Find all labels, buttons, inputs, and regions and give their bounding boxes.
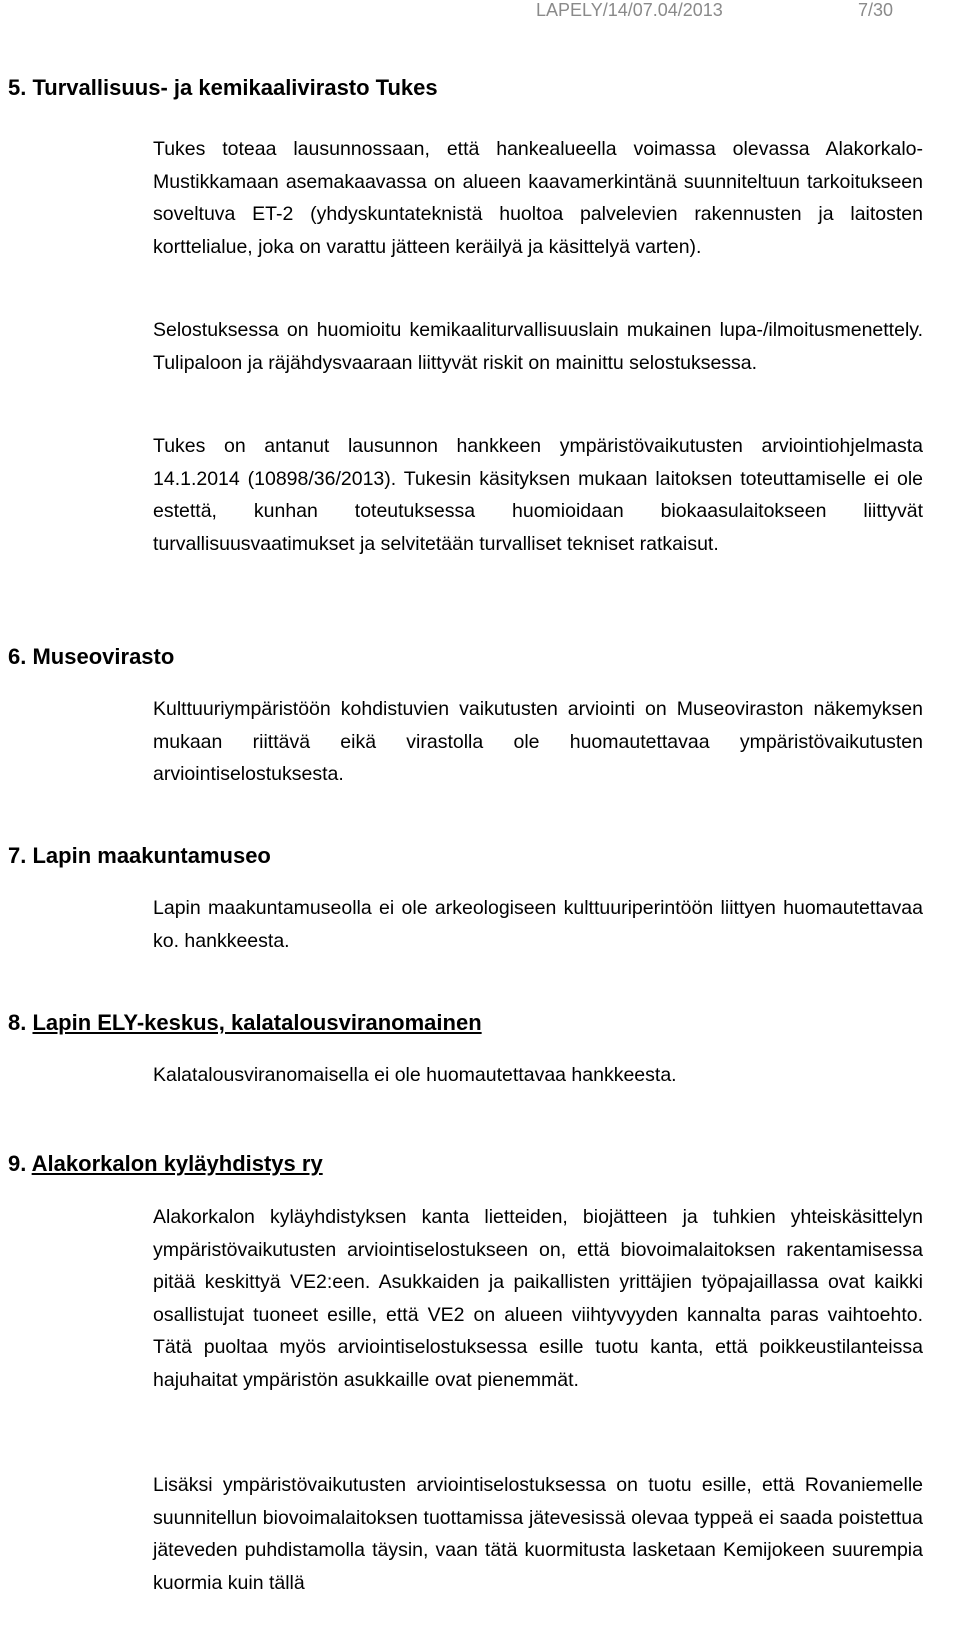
section-heading bbox=[8, 1150, 323, 1178]
section-number: 5. bbox=[8, 75, 27, 100]
section-title: Museovirasto bbox=[32, 644, 175, 669]
paragraph: Kalatalousviranomaisella ei ole huomautettavaa hankkeesta. bbox=[153, 1064, 677, 1086]
section-number: 8. bbox=[8, 1010, 27, 1035]
paragraph: Kulttuuriympäristöön kohdistuvien vaikutusten arviointi on Museoviraston näkemyksen mukaan riittävä eikä virastolla ole huomautettavaa ympäristövaikutusten arviointiselostuksesta. bbox=[153, 698, 923, 786]
section-title: Turvallisuus- ja kemikaalivirasto Tukes bbox=[32, 75, 438, 100]
section-title: Lapin maakuntamuseo bbox=[32, 843, 271, 868]
document-reference: LAPELY/14/07.04/2013 bbox=[536, 0, 723, 20]
section-number: 7. bbox=[8, 843, 27, 868]
page-header bbox=[536, 0, 936, 28]
paragraph: Tukes toteaa lausunnossaan, että hankealueella voimassa olevassa Alakorkalo-Mustikkamaan asemakaavassa on alueen kaavamerkintänä suunniteltuun tarkoitukseen soveltuva ET-2 (yhdyskuntateknistä huoltoa palvelevien rakennusten ja laitosten korttelialue, joka on varattu jätteen keräilyä ja käsittelyä varten). bbox=[153, 138, 923, 259]
section-title: Lapin ELY-keskus, kalatalousviranomainen bbox=[32, 1010, 482, 1035]
paragraph: Lapin maakuntamuseolla ei ole arkeologiseen kulttuuriperintöön liittyen huomautettavaa ko. hankkeesta. bbox=[153, 897, 923, 952]
section-heading bbox=[8, 643, 174, 671]
page-number: 7/30 bbox=[858, 0, 894, 20]
paragraph: Tukes on antanut lausunnon hankkeen ympäristövaikutusten arviointiohjelmasta 14.1.2014 (10898/36/2013). Tukesin käsityksen mukaan laitoksen toteuttamiselle ei ole estettä, kunhan toteutuksessa huomioidaan biokaasulaitokseen liittyvät turvallisuusvaatimukset ja selvitetään turvalliset tekniset ratkaisut. bbox=[153, 435, 923, 556]
paragraph: Alakorkalon kyläyhdistyksen kanta lietteiden, biojätteen ja tuhkien yhteiskäsittelyn ympäristövaikutusten arviointiselostukseen on, että biovoimalaitoksen rakentamisessa pitää keskittyä VE2:een. Asukkaiden ja paikallisten yrittäjien työpajaillassa ovat kaikki osallistujat tuoneet esille, että VE2 on alueen viihtyvyyden kannalta paras vaihtoehto. Tätä puoltaa myös arviointiselostuksessa esille tuotu kanta, että poikkeustilanteissa hajuhaitat ympäristön asukkaille ovat pienemmät. bbox=[153, 1206, 923, 1391]
section-title: Alakorkalon kyläyhdistys ry bbox=[31, 1151, 323, 1176]
section-number: 9. bbox=[8, 1151, 27, 1176]
section-heading bbox=[8, 74, 438, 102]
section-heading bbox=[8, 842, 271, 870]
section-number: 6. bbox=[8, 644, 27, 669]
section-heading bbox=[8, 1009, 482, 1037]
paragraph: Lisäksi ympäristövaikutusten arviointiselostuksessa on tuotu esille, että Rovaniemelle suunnitellun biovoimalaitoksen tuottamissa jätevesissä olevaa typpeä ei saada poistettua jäteveden puhdistamolla täysin, vaan tätä kuormitusta lasketaan Kemijokeen suurempia kuormia kuin tällä bbox=[153, 1474, 923, 1594]
paragraph: Selostuksessa on huomioitu kemikaaliturvallisuuslain mukainen lupa-/ilmoitusmenettely. Tulipaloon ja räjähdysvaaraan liittyvät riskit on mainittu selostuksessa. bbox=[153, 319, 923, 374]
